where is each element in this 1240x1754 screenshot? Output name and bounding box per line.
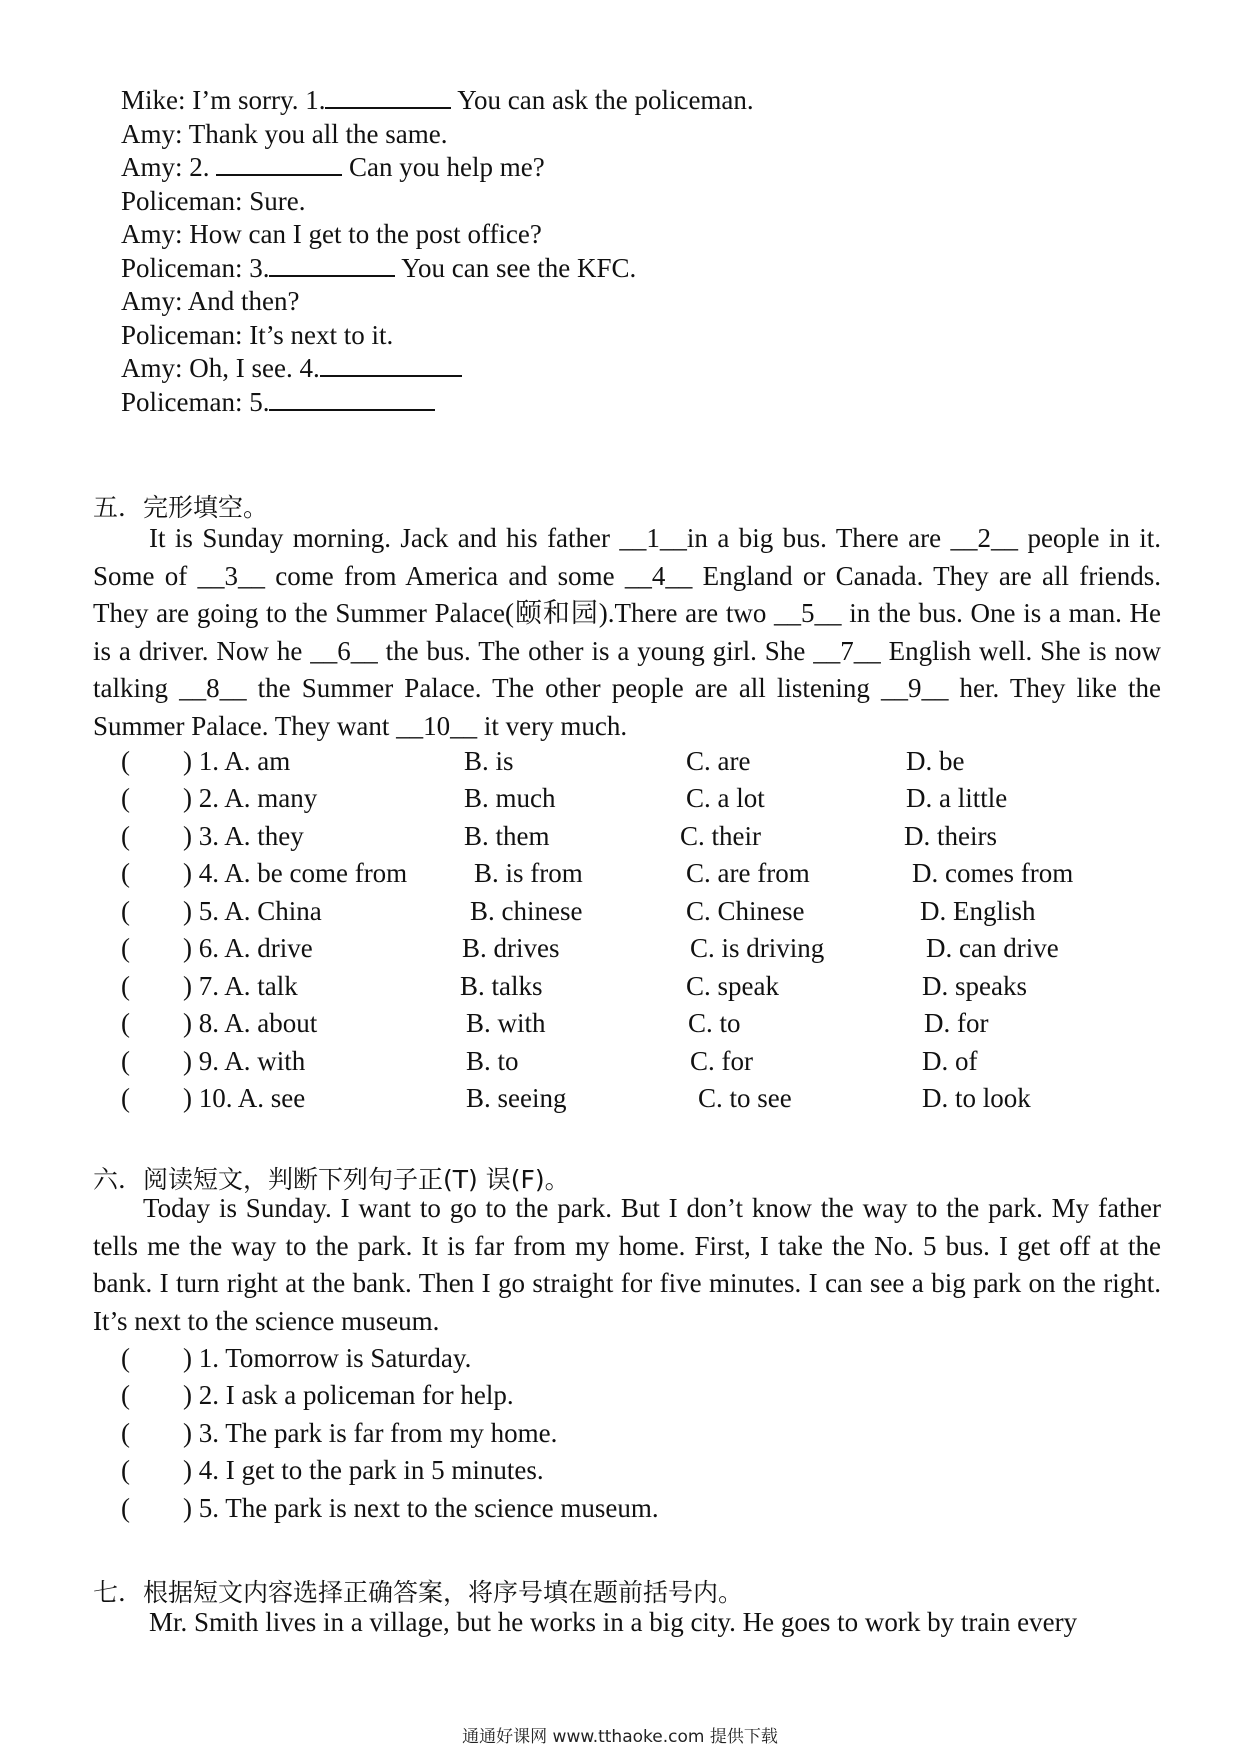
dialogue-line-5 — [121, 217, 542, 251]
answer-paren[interactable]: ( — [121, 1046, 130, 1076]
answer-paren[interactable]: ( — [121, 1380, 130, 1410]
answer-paren[interactable]: ( — [121, 1343, 130, 1373]
question-option-c: C. for — [690, 1046, 753, 1076]
answer-paren[interactable]: ( — [121, 1493, 130, 1523]
question-option-b: B. them — [464, 821, 550, 851]
question-option-a: ) 9. A. with — [183, 1046, 306, 1076]
dialogue-text: You can see the KFC. — [395, 253, 637, 283]
dialogue-text: Amy: 2. — [121, 152, 217, 182]
answer-paren[interactable]: ( — [121, 971, 130, 1001]
answer-paren[interactable]: ( — [121, 746, 130, 776]
dialogue-text: Amy: And then? — [121, 286, 300, 316]
question-option-c: C. is driving — [690, 933, 825, 963]
dialogue-line-1 — [121, 83, 754, 117]
statement-text: ) 3. The park is far from my home. — [183, 1418, 558, 1448]
answer-blank[interactable] — [269, 253, 395, 277]
question-option-a: ) 4. A. be come from — [183, 858, 408, 888]
section-5-heading: 五．完形填空。 — [93, 493, 269, 522]
question-option-c: C. are from — [686, 858, 810, 888]
question-option-b: B. to — [466, 1046, 519, 1076]
section-6-passage — [93, 1190, 1161, 1340]
statement-text: ) 2. I ask a policeman for help. — [183, 1380, 514, 1410]
statement-text: ) 1. Tomorrow is Saturday. — [183, 1343, 472, 1373]
question-option-c: C. a lot — [686, 783, 765, 813]
question-option-d: D. for — [924, 1008, 989, 1038]
dialogue-line-3 — [121, 150, 545, 184]
question-option-d: D. theirs — [904, 821, 997, 851]
question-option-d: D. comes from — [912, 858, 1074, 888]
answer-paren[interactable]: ( — [121, 1008, 130, 1038]
answer-paren[interactable]: ( — [121, 1455, 130, 1485]
question-option-b: B. is from — [474, 858, 583, 888]
dialogue-text: Policeman: Sure. — [121, 186, 306, 216]
page-footer: 通通好课网 www.tthaoke.com 提供下载 — [462, 1727, 778, 1747]
dialogue-line-8 — [121, 318, 393, 352]
section-7-heading: 七．根据短文内容选择正确答案，将序号填在题前括号内。 — [93, 1578, 744, 1607]
question-option-c: C. to see — [698, 1083, 792, 1113]
statement-text: ) 5. The park is next to the science museum. — [183, 1493, 659, 1523]
passage-text: Mr. Smith lives in a village, but he works in a big city. He goes to work by train every — [149, 1607, 1078, 1637]
dialogue-text: Mike: I’m sorry. 1. — [121, 85, 326, 115]
dialogue-text: Amy: How can I get to the post office? — [121, 219, 542, 249]
dialogue-line-9 — [121, 351, 462, 385]
answer-paren[interactable]: ( — [121, 783, 130, 813]
dialogue-text: Policeman: It’s next to it. — [121, 320, 394, 350]
answer-paren[interactable]: ( — [121, 1083, 130, 1113]
question-option-a: ) 2. A. many — [183, 783, 318, 813]
question-option-d: D. be — [906, 746, 965, 776]
dialogue-line-7 — [121, 284, 299, 318]
section-5-passage — [93, 520, 1161, 745]
passage-text: It is Sunday morning. Jack and his father __1__in a big bus. There are __2__ people in it. Some of __3__ come from America and some __4__ England or Canada. They are all friends. They are going to the Summer Palace(颐和园).There are two __5__ in the bus. One is a man. He is a driver. Now he __6__ the bus. The other is a young girl. She __7__ English well. She is now talking __8__ the Summer Palace. The other people are all listening __9__ her. They like the Summer Palace. They want __10__ it very much. — [93, 523, 1161, 741]
dialogue-text: Policeman: 3. — [121, 253, 270, 283]
dialogue-line-2 — [121, 117, 447, 151]
answer-paren[interactable]: ( — [121, 821, 130, 851]
answer-blank[interactable] — [325, 85, 451, 109]
dialogue-line-10 — [121, 385, 435, 419]
question-option-b: B. drives — [462, 933, 560, 963]
question-option-c: C. their — [680, 821, 761, 851]
question-option-d: D. of — [922, 1046, 978, 1076]
question-option-c: C. are — [686, 746, 751, 776]
dialogue-text: Policeman: 5. — [121, 387, 270, 417]
dialogue-text: Amy: Oh, I see. 4. — [121, 353, 320, 383]
section-7-passage — [93, 1604, 1161, 1642]
dialogue-line-4 — [121, 184, 305, 218]
question-option-a: ) 3. A. they — [183, 821, 304, 851]
question-option-b: B. is — [464, 746, 514, 776]
question-option-a: ) 10. A. see — [183, 1083, 306, 1113]
answer-paren[interactable]: ( — [121, 933, 130, 963]
dialogue-text: You can ask the policeman. — [451, 85, 754, 115]
question-option-b: B. much — [464, 783, 556, 813]
answer-blank[interactable] — [269, 387, 435, 411]
dialogue-text: Can you help me? — [342, 152, 545, 182]
question-option-b: B. with — [466, 1008, 546, 1038]
question-option-a: ) 8. A. about — [183, 1008, 318, 1038]
answer-paren[interactable]: ( — [121, 1418, 130, 1448]
passage-text: Today is Sunday. I want to go to the park. But I don’t know the way to the park. My father tells me the way to the park. It is far from my home. First, I take the No. 5 bus. I get off at the bank. I turn right at the bank. Then I go straight for five minutes. I can see a big park on the right. It’s next to the science museum. — [93, 1193, 1161, 1336]
answer-blank[interactable] — [320, 353, 462, 377]
question-option-a: ) 5. A. China — [183, 896, 322, 926]
answer-blank[interactable] — [216, 152, 342, 176]
question-option-a: ) 7. A. talk — [183, 971, 298, 1001]
question-option-d: D. a little — [906, 783, 1008, 813]
statement-text: ) 4. I get to the park in 5 minutes. — [183, 1455, 544, 1485]
question-option-a: ) 6. A. drive — [183, 933, 313, 963]
question-option-c: C. to — [688, 1008, 741, 1038]
question-option-c: C. Chinese — [686, 896, 805, 926]
question-option-b: B. seeing — [466, 1083, 567, 1113]
question-option-d: D. speaks — [922, 971, 1027, 1001]
question-option-d: D. English — [920, 896, 1036, 926]
question-option-b: B. talks — [460, 971, 543, 1001]
question-option-a: ) 1. A. am — [183, 746, 291, 776]
question-option-d: D. to look — [922, 1083, 1031, 1113]
dialogue-line-6 — [121, 251, 636, 285]
dialogue-text: Amy: Thank you all the same. — [121, 119, 448, 149]
answer-paren[interactable]: ( — [121, 896, 130, 926]
section-6-heading: 六．阅读短文，判断下列句子正(T) 误(F)。 — [93, 1165, 570, 1194]
question-option-c: C. speak — [686, 971, 779, 1001]
question-option-b: B. chinese — [470, 896, 583, 926]
answer-paren[interactable]: ( — [121, 858, 130, 888]
question-option-d: D. can drive — [926, 933, 1059, 963]
